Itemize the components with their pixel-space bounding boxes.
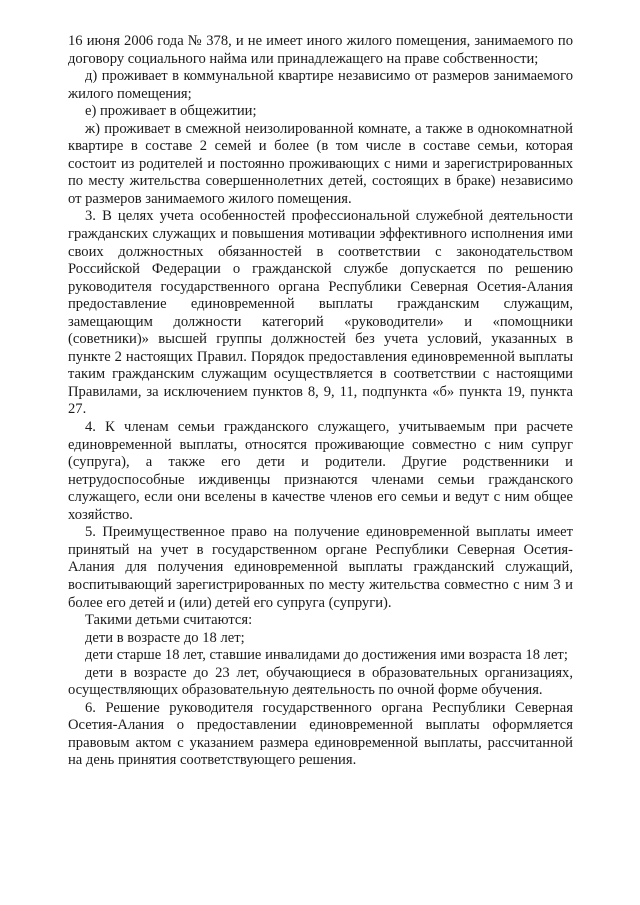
paragraph-children-students: дети в возрасте до 23 лет, обучающиеся в образовательных организациях, осуществляющих образовательную деятельность по очной форме обучения.	[68, 664, 573, 699]
paragraph-item-zh: ж) проживает в смежной неизолированной комнате, а также в однокомнатной квартире в составе 2 семей и более (в том числе в составе семьи, которая состоит из родителей и постоянно проживающих с ними и зарегистрированных по месту жительства совершеннолетних детей, состоящих в браке) независимо от размеров занимаемого жилого помещения.	[68, 120, 573, 207]
paragraph-item-e: е) проживает в общежитии;	[85, 103, 257, 120]
paragraph-children-disabled: дети старше 18 лет, ставшие инвалидами до достижения ими возраста 18 лет;	[85, 647, 568, 664]
paragraph-housing-decree: 16 июня 2006 года № 378, и не имеет иного жилого помещения, занимаемого по договору социального найма или принадлежащего на праве собственности;	[68, 33, 573, 67]
paragraph-children-intro: Такими детьми считаются:	[85, 612, 253, 629]
paragraph-clause-3: 3. В целях учета особенностей профессиональной служебной деятельности гражданских служащих и повышения мотивации эффективного исполнения ими своих должностных обязанностей в соответствии с законодательством Российской Федерации о гражданской службе допускается по решению руководителя государственного органа Республики Северная Осетия-Алания предоставление единовременной выплаты гражданским служащим, замещающим должности категорий «руководители» и «помощники (советники)» высшей группы должностей без учета условий, указанных в пункте 2 настоящих Правил. Порядок предоставления единовременной выплаты таким гражданским служащим осуществляется в соответствии с настоящими Правилами, за исключением пунктов 8, 9, 11, подпункта «б» пункта 19, пункта 27.	[68, 208, 573, 418]
paragraph-clause-5: 5. Преимущественное право на получение единовременной выплаты имеет принятый на учет в государственном органе Республики Северная Осетия-Алания для получения единовременной выплаты гражданский служащий, воспитывающий зарегистрированных по месту жительства совместно с ним 3 и более его детей и (или) детей его супруга (супруги).	[68, 524, 573, 611]
paragraph-clause-4: 4. К членам семьи гражданского служащего, учитываемым при расчете единовременной выплаты, относятся проживающие совместно с ним супруг (супруга), а также его дети и родители. Другие родственники и нетрудоспособные иждивенцы признаются членами семьи гражданского служащего, если они вселены в качестве членов его семьи и ведут с ним общее хозяйство.	[68, 419, 573, 523]
document-page	[68, 33, 573, 770]
paragraph-clause-6: 6. Решение руководителя государственного органа Республики Северная Осетия-Алания о предоставлении единовременной выплаты оформляется правовым актом с указанием размера единовременной выплаты, рассчитанной на день принятия соответствующего решения.	[68, 699, 573, 769]
paragraph-item-d: д) проживает в коммунальной квартире независимо от размеров занимаемого жилого помещения;	[68, 68, 573, 102]
paragraph-children-under-18: дети в возрасте до 18 лет;	[85, 629, 245, 646]
